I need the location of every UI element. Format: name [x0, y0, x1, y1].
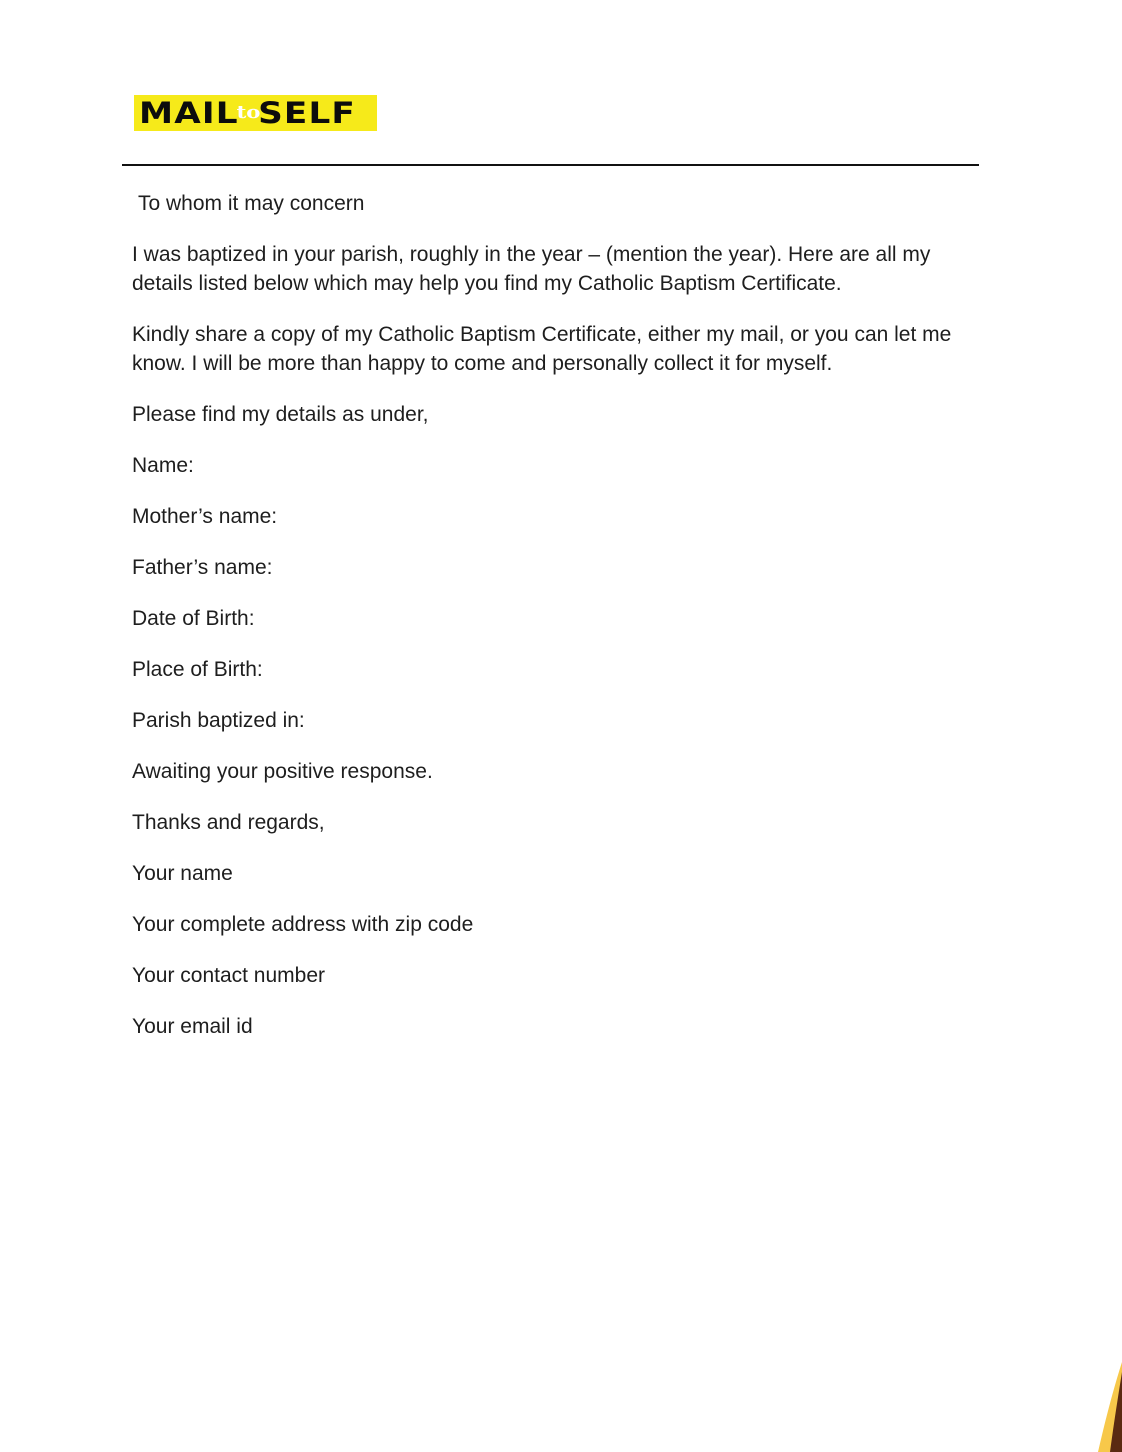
signature-address: Your complete address with zip code — [132, 913, 474, 936]
signoff: Thanks and regards, — [132, 811, 325, 834]
letter-body — [132, 189, 982, 1063]
signature-name: Your name — [132, 862, 233, 885]
field-date-of-birth: Date of Birth: — [132, 607, 255, 630]
mailtoself-logo — [134, 95, 377, 131]
paragraph-request: I was baptized in your parish, roughly in the year – (mention the year). Here are all my details listed below which may help you find my Catholic Baptism Certificate. — [132, 243, 931, 295]
logo-wordmark — [139, 95, 357, 130]
corner-decoration-icon — [1092, 1362, 1122, 1452]
signature-contact: Your contact number — [132, 964, 326, 987]
signature-email: Your email id — [132, 1015, 253, 1038]
field-parish: Parish baptized in: — [132, 709, 305, 732]
field-mother-name: Mother’s name: — [132, 505, 278, 528]
logo-text-self: SELF — [258, 95, 357, 130]
field-place-of-birth: Place of Birth: — [132, 658, 263, 681]
closing-line: Awaiting your positive response. — [132, 760, 433, 783]
details-intro: Please find my details as under, — [132, 403, 429, 426]
logo-text-to: to — [236, 102, 261, 123]
field-father-name: Father’s name: — [132, 556, 273, 579]
field-name: Name: — [132, 454, 194, 477]
greeting: To whom it may concern — [138, 192, 365, 215]
paragraph-collect: Kindly share a copy of my Catholic Baptism Certificate, either my mail, or you can let me know. I will be more than happy to come and personally collect it for myself. — [132, 323, 952, 375]
header-divider — [122, 164, 979, 166]
logo-text-mail: MAIL — [139, 95, 239, 130]
